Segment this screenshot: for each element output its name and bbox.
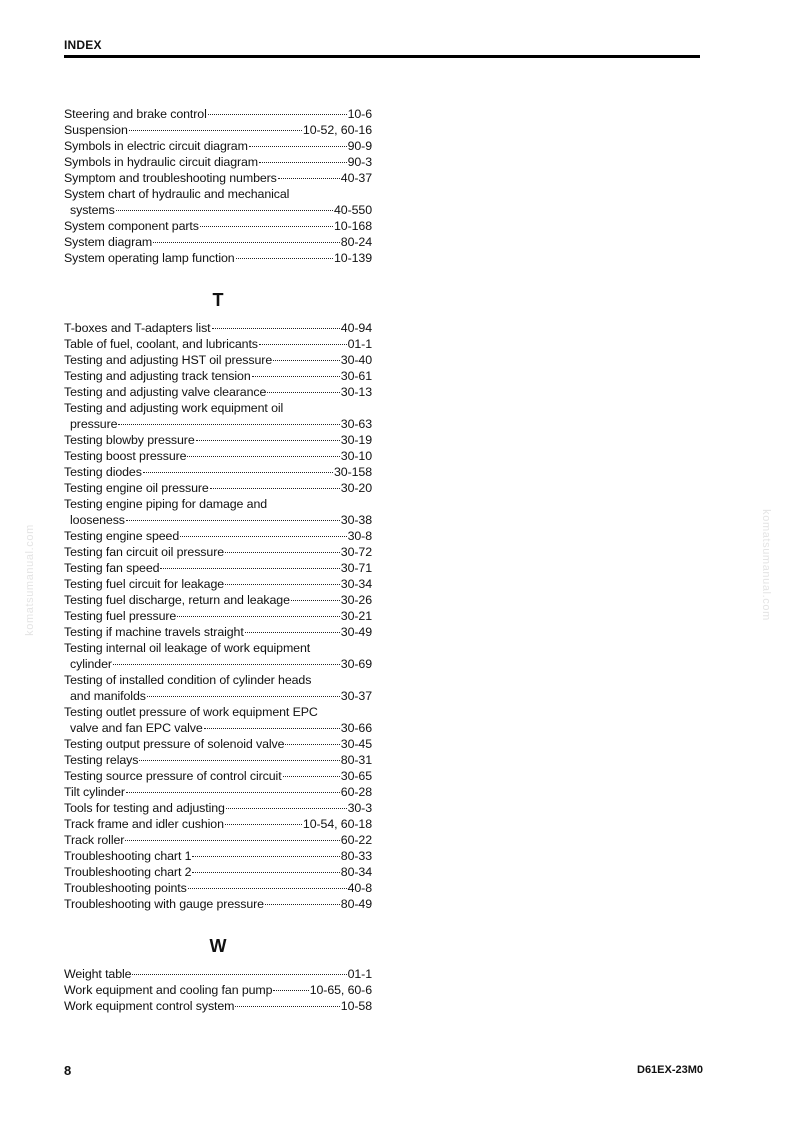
index-entry-label: Troubleshooting with gauge pressure xyxy=(64,897,264,911)
index-letter-heading: T xyxy=(212,290,224,310)
index-entry-label: Testing blowby pressure xyxy=(64,433,195,447)
index-entry-label: Symptom and troubleshooting numbers xyxy=(64,171,277,185)
index-entry xyxy=(64,784,372,800)
dot-leader xyxy=(283,776,340,777)
dot-leader xyxy=(143,472,333,473)
index-entry-label: Weight table xyxy=(64,967,132,981)
dot-leader xyxy=(147,696,340,697)
index-entry-page: 80-24 xyxy=(340,235,372,249)
index-entry-line xyxy=(64,122,372,138)
index-entry xyxy=(64,816,372,832)
index-entry-page: 40-550 xyxy=(334,203,372,217)
index-entry-line xyxy=(64,154,372,170)
index-entry-label: System component parts xyxy=(64,219,199,233)
index-entry xyxy=(64,672,372,704)
index-entry-label: pressure xyxy=(70,417,118,431)
index-entry-label: Testing fan speed xyxy=(64,561,160,575)
header-rule xyxy=(64,55,700,58)
section-gap xyxy=(64,266,372,288)
dot-leader xyxy=(267,392,340,393)
index-entry-label: Testing and adjusting valve clearance xyxy=(64,385,267,399)
index-entry-page: 80-34 xyxy=(340,865,372,879)
dot-leader xyxy=(252,376,340,377)
dot-leader xyxy=(226,808,347,809)
index-entry-label: Testing and adjusting HST oil pressure xyxy=(64,353,273,367)
index-entry-page: 30-61 xyxy=(340,369,372,383)
index-entry-page: 60-22 xyxy=(340,833,372,847)
index-entry-page: 10-139 xyxy=(334,251,372,265)
index-entry-line xyxy=(64,320,372,336)
index-entry-label: Testing source pressure of control circuit xyxy=(64,769,282,783)
index-entry-line xyxy=(64,170,372,186)
index-entry-label: Suspension xyxy=(64,123,128,137)
index-entry-line xyxy=(64,464,372,480)
index-entry-line xyxy=(64,218,372,234)
index-entry-label: System diagram xyxy=(64,235,153,249)
index-entry-line xyxy=(64,816,372,832)
dot-leader xyxy=(196,440,340,441)
index-entry-line xyxy=(64,736,372,752)
index-entry-page: 40-94 xyxy=(340,321,372,335)
index-entry-line xyxy=(64,448,372,464)
index-entry-label: and manifolds xyxy=(70,689,146,703)
index-entry-line xyxy=(64,800,372,816)
index-entry xyxy=(64,384,372,400)
dot-leader xyxy=(126,792,340,793)
index-entry-page: 10-52, 60-16 xyxy=(302,123,372,137)
index-entry xyxy=(64,848,372,864)
index-entry xyxy=(64,138,372,154)
index-entry xyxy=(64,154,372,170)
index-entry-line xyxy=(64,416,372,432)
index-entry-line xyxy=(64,560,372,576)
index-entry-line xyxy=(64,896,372,912)
index-entry-page: 30-10 xyxy=(340,449,372,463)
index-entry-line xyxy=(64,768,372,784)
index-entry-label: Symbols in electric circuit diagram xyxy=(64,139,248,153)
index-entry-label: looseness xyxy=(70,513,125,527)
dot-leader xyxy=(273,990,308,991)
index-entry-label: T-boxes and T-adapters list xyxy=(64,321,211,335)
index-entry xyxy=(64,432,372,448)
dot-leader xyxy=(113,664,340,665)
watermark-right: komatsumanual.com xyxy=(760,509,772,621)
index-entry-page: 30-158 xyxy=(334,465,372,479)
index-entry xyxy=(64,400,372,432)
index-entry-line xyxy=(64,864,372,880)
index-entry xyxy=(64,576,372,592)
index-entry-page: 60-28 xyxy=(340,785,372,799)
dot-leader xyxy=(225,552,340,553)
index-entry xyxy=(64,752,372,768)
index-entry-line xyxy=(64,832,372,848)
index-entry-text: Testing and adjusting work equipment oil xyxy=(64,401,284,415)
index-entry-line xyxy=(64,656,372,672)
index-column xyxy=(64,106,372,1014)
watermark-left: komatsumanual.com xyxy=(24,524,36,636)
index-entry xyxy=(64,250,372,266)
index-entry xyxy=(64,122,372,138)
index-entry xyxy=(64,320,372,336)
index-entry-line xyxy=(64,234,372,250)
dot-leader xyxy=(235,1006,339,1007)
index-entry-line xyxy=(64,336,372,352)
index-entry-label: Testing boost pressure xyxy=(64,449,187,463)
index-entry xyxy=(64,592,372,608)
index-entry-label: Work equipment control system xyxy=(64,999,235,1013)
dot-leader xyxy=(118,424,339,425)
index-entry xyxy=(64,832,372,848)
index-entry-label: Troubleshooting chart 2 xyxy=(64,865,192,879)
index-entry-label: Troubleshooting points xyxy=(64,881,187,895)
index-entry-label: Testing if machine travels straight xyxy=(64,625,244,639)
index-entry-page: 01-1 xyxy=(347,337,372,351)
index-entry-line xyxy=(64,784,372,800)
index-entry-page: 30-45 xyxy=(340,737,372,751)
dot-leader xyxy=(177,616,340,617)
index-entry-line xyxy=(64,368,372,384)
index-entry-line xyxy=(64,432,372,448)
dot-leader xyxy=(160,568,339,569)
index-entry-line xyxy=(64,998,372,1014)
dot-leader xyxy=(116,210,333,211)
index-entry-page: 80-33 xyxy=(340,849,372,863)
index-entry xyxy=(64,186,372,218)
dot-leader xyxy=(291,600,340,601)
dot-leader xyxy=(225,584,340,585)
dot-leader xyxy=(278,178,340,179)
index-entry-line xyxy=(64,592,372,608)
index-entry-page: 30-71 xyxy=(340,561,372,575)
index-entry-text: Testing engine piping for damage and xyxy=(64,497,268,511)
index-entry-page: 10-168 xyxy=(334,219,372,233)
index-entry-line xyxy=(64,624,372,640)
index-entry-label: Work equipment and cooling fan pump xyxy=(64,983,273,997)
dot-leader xyxy=(285,744,339,745)
index-entry-line xyxy=(64,982,372,998)
index-entry-page: 30-63 xyxy=(340,417,372,431)
dot-leader xyxy=(180,536,346,537)
index-entry-line xyxy=(64,966,372,982)
index-entry-page: 30-26 xyxy=(340,593,372,607)
index-entry xyxy=(64,560,372,576)
index-entry xyxy=(64,218,372,234)
dot-leader xyxy=(210,488,340,489)
index-entry-label: Testing engine oil pressure xyxy=(64,481,209,495)
index-entry-page: 30-40 xyxy=(340,353,372,367)
index-entry xyxy=(64,864,372,880)
dot-leader xyxy=(208,114,347,115)
index-entry-page: 30-72 xyxy=(340,545,372,559)
index-entry xyxy=(64,234,372,250)
dot-leader xyxy=(225,824,302,825)
index-entry xyxy=(64,982,372,998)
index-entry-label: Testing fuel discharge, return and leakage xyxy=(64,593,290,607)
index-entry-label: Tilt cylinder xyxy=(64,785,125,799)
dot-leader xyxy=(125,840,339,841)
index-entry-label: Testing relays xyxy=(64,753,139,767)
dot-leader xyxy=(200,226,333,227)
index-entry-label: Tools for testing and adjusting xyxy=(64,801,225,815)
index-entry-page: 80-31 xyxy=(340,753,372,767)
index-entry-line xyxy=(64,138,372,154)
index-entry-page: 30-3 xyxy=(347,801,372,815)
index-entry-page: 30-8 xyxy=(347,529,372,543)
index-entry-page: 30-66 xyxy=(340,721,372,735)
index-entry-line xyxy=(64,720,372,736)
index-entry-text: Testing of installed condition of cylinder heads xyxy=(64,673,312,687)
index-entry-page: 30-38 xyxy=(340,513,372,527)
dot-leader xyxy=(132,974,346,975)
index-entry-page: 30-34 xyxy=(340,577,372,591)
index-entry-line xyxy=(64,576,372,592)
index-entry xyxy=(64,768,372,784)
dot-leader xyxy=(192,856,339,857)
index-entry-line xyxy=(64,880,372,896)
index-entry-page: 01-1 xyxy=(347,967,372,981)
dot-leader xyxy=(236,258,333,259)
index-entry-page: 30-65 xyxy=(340,769,372,783)
index-entry-label: valve and fan EPC valve xyxy=(70,721,203,735)
index-entry-label: cylinder xyxy=(70,657,112,671)
index-entry-text: Testing outlet pressure of work equipment EPC xyxy=(64,705,318,719)
index-entry-page: 30-19 xyxy=(340,433,372,447)
index-entry-line xyxy=(64,608,372,624)
index-entry xyxy=(64,704,372,736)
index-entry xyxy=(64,352,372,368)
index-entry xyxy=(64,544,372,560)
index-entry xyxy=(64,480,372,496)
index-entry-text: System chart of hydraulic and mechanical xyxy=(64,187,290,201)
index-entry-line xyxy=(64,480,372,496)
index-entry-page: 30-49 xyxy=(340,625,372,639)
index-entry-line xyxy=(64,688,372,704)
index-entry xyxy=(64,106,372,122)
index-entry-line xyxy=(64,752,372,768)
index-entry-line xyxy=(64,384,372,400)
index-entry-line xyxy=(64,250,372,266)
index-entry xyxy=(64,800,372,816)
dot-leader xyxy=(129,130,302,131)
index-entry-line xyxy=(64,528,372,544)
index-entry-line xyxy=(64,352,372,368)
index-entry-line xyxy=(64,848,372,864)
index-entry xyxy=(64,880,372,896)
dot-leader xyxy=(259,344,347,345)
footer-document-code: D61EX-23M0 xyxy=(637,1064,704,1076)
index-entry-page: 30-13 xyxy=(340,385,372,399)
index-entry-page: 40-37 xyxy=(340,171,372,185)
dot-leader xyxy=(273,360,340,361)
index-entry-label: Testing diodes xyxy=(64,465,142,479)
index-entry-page: 80-49 xyxy=(340,897,372,911)
dot-leader xyxy=(249,146,347,147)
index-entry-page: 30-37 xyxy=(340,689,372,703)
index-entry xyxy=(64,448,372,464)
index-entry-page: 30-69 xyxy=(340,657,372,671)
index-entry-line xyxy=(64,544,372,560)
index-entry xyxy=(64,464,372,480)
index-entry xyxy=(64,496,372,528)
index-entry xyxy=(64,640,372,672)
index-entry-text: Testing internal oil leakage of work equipment xyxy=(64,641,311,655)
dot-leader xyxy=(188,888,347,889)
index-entry-label: Troubleshooting chart 1 xyxy=(64,849,192,863)
index-entry-label: Symbols in hydraulic circuit diagram xyxy=(64,155,259,169)
index-entry-page: 90-9 xyxy=(347,139,372,153)
dot-leader xyxy=(265,904,340,905)
dot-leader xyxy=(139,760,339,761)
index-entry xyxy=(64,170,372,186)
index-entry-label: Track frame and idler cushion xyxy=(64,817,224,831)
index-entry-label: Steering and brake control xyxy=(64,107,207,121)
index-entry xyxy=(64,998,372,1014)
index-entry-label: Testing engine speed xyxy=(64,529,180,543)
index-entry-label: Testing and adjusting track tension xyxy=(64,369,251,383)
footer-page-number: 8 xyxy=(64,1063,72,1078)
index-entry xyxy=(64,368,372,384)
index-entry-page: 10-58 xyxy=(340,999,372,1013)
index-entry xyxy=(64,966,372,982)
index-entry xyxy=(64,896,372,912)
index-entry-page: 90-3 xyxy=(347,155,372,169)
index-entry-page: 10-6 xyxy=(347,107,372,121)
section-gap xyxy=(64,912,372,934)
index-letter-heading: W xyxy=(209,936,227,956)
index-entry xyxy=(64,624,372,640)
dot-leader xyxy=(187,456,339,457)
dot-leader xyxy=(204,728,340,729)
index-entry-label: Testing fan circuit oil pressure xyxy=(64,545,225,559)
dot-leader xyxy=(259,162,347,163)
index-entry-label: Testing fuel pressure xyxy=(64,609,177,623)
index-entry-line xyxy=(64,512,372,528)
dot-leader xyxy=(153,242,340,243)
index-entry-line xyxy=(64,106,372,122)
index-entry-label: Testing output pressure of solenoid valve xyxy=(64,737,285,751)
index-entry-page: 10-54, 60-18 xyxy=(302,817,372,831)
index-entry-label: systems xyxy=(70,203,115,217)
page-header-title: INDEX xyxy=(64,38,102,52)
index-entry xyxy=(64,608,372,624)
index-entry-label: Testing fuel circuit for leakage xyxy=(64,577,225,591)
dot-leader xyxy=(126,520,340,521)
index-entry-page: 30-21 xyxy=(340,609,372,623)
index-entry-label: Table of fuel, coolant, and lubricants xyxy=(64,337,258,351)
dot-leader xyxy=(245,632,340,633)
index-entry xyxy=(64,528,372,544)
dot-leader xyxy=(212,328,340,329)
index-entry xyxy=(64,736,372,752)
index-entry-page: 10-65, 60-6 xyxy=(309,983,372,997)
index-entry xyxy=(64,336,372,352)
index-entry-page: 40-8 xyxy=(347,881,372,895)
index-entry-label: System operating lamp function xyxy=(64,251,235,265)
index-entry-label: Track roller xyxy=(64,833,125,847)
index-entry-page: 30-20 xyxy=(340,481,372,495)
dot-leader xyxy=(192,872,339,873)
index-entry-line xyxy=(64,202,372,218)
